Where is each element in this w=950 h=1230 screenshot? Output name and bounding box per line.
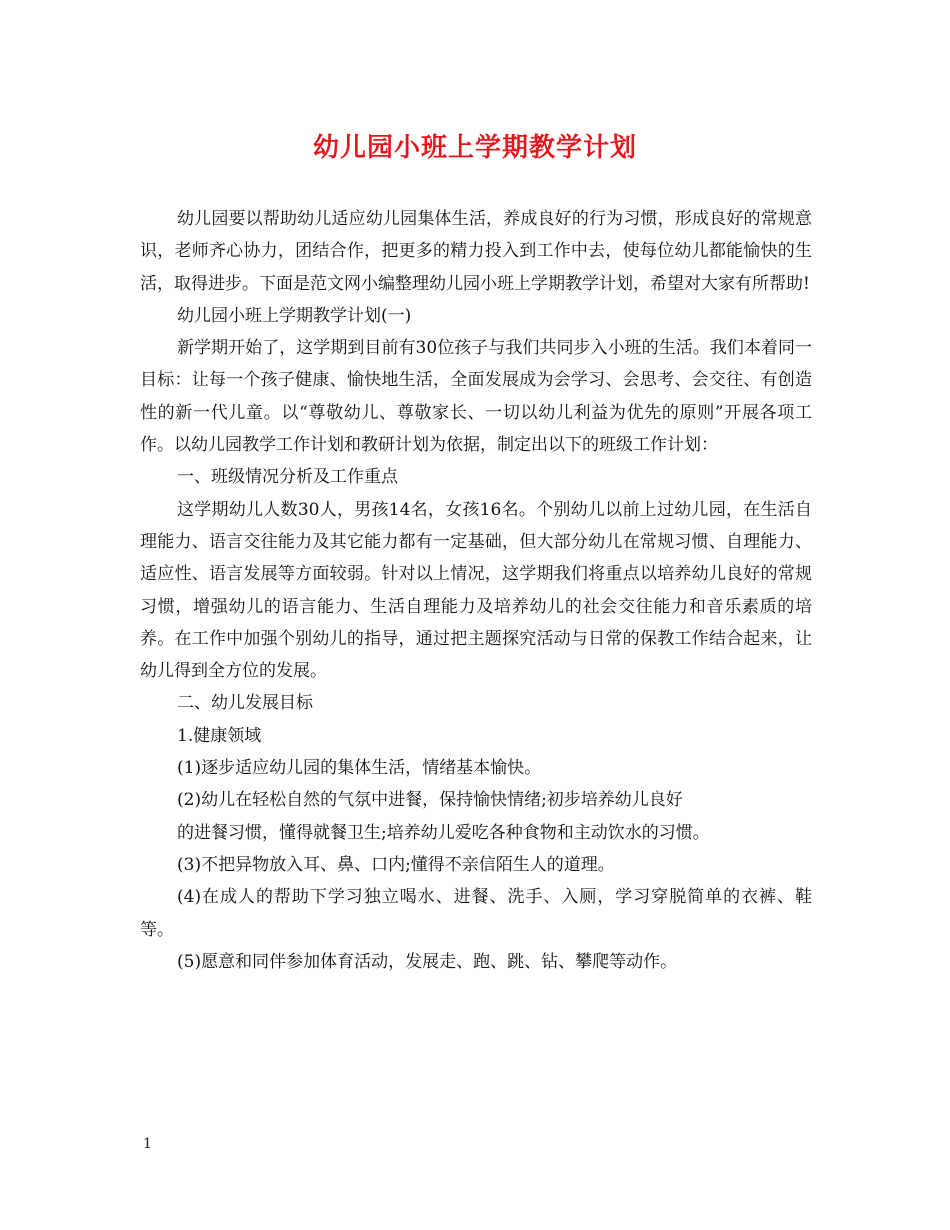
section-heading-class-analysis: 一、班级情况分析及工作重点	[177, 467, 398, 488]
section-heading-plan-one: 幼儿园小班上学期教学计划(一)	[177, 305, 412, 326]
class-analysis-paragraph: 这学期幼儿人数30人，男孩14名，女孩16名。个别幼儿以前上过幼儿园，在生活自理能力、语言交往能力及其它能力都有一定基础，但大部分幼儿在常规习惯、自理能力、适应性、语言发展等方面较弱。针对以上情况，这学期我们将重点以培养幼儿良好的常规习惯，增强幼儿的语言能力、生活自理能力及培养幼儿的社会交往能力和音乐素质的培养。在工作中加强个别幼儿的指导，通过把主题探究活动与日常的保教工作结合起来，让幼儿得到全方位的发展。	[140, 499, 812, 682]
document-title: 幼儿园小班上学期教学计划	[312, 133, 637, 163]
goal-item-1: (1)逐步适应幼儿园的集体生活，情绪基本愉快。	[177, 758, 542, 779]
goal-item-2-continued: 的进餐习惯，懂得就餐卫生;培养幼儿爱吃各种食物和主动饮水的习惯。	[177, 822, 710, 843]
goal-item-5: (5)愿意和同伴参加体育活动，发展走、跑、跳、钻、攀爬等动作。	[177, 951, 678, 972]
intro-paragraph: 幼儿园要以帮助幼儿适应幼儿园集体生活，养成良好的行为习惯，形成良好的常规意识，老师齐心协力，团结合作，把更多的精力投入到工作中去，使每位幼儿都能愉快的生活，取得进步。下面是范文网小编整理幼儿园小班上学期教学计划，希望对大家有所帮助!	[140, 209, 812, 294]
subheading-health-domain: 1.健康领域	[177, 725, 262, 746]
section-heading-development-goals: 二、幼儿发展目标	[177, 693, 313, 714]
document-body	[140, 203, 812, 978]
goal-item-4: (4)在成人的帮助下学习独立喝水、进餐、洗手、入厕，学习穿脱简单的衣裤、鞋等。	[140, 887, 812, 940]
goal-item-2: (2)幼儿在轻松自然的气氛中进餐，保持愉快情绪;初步培养幼儿良好	[177, 790, 683, 811]
page-number: 1	[143, 1136, 152, 1152]
goal-item-3: (3)不把异物放入耳、鼻、口内;懂得不亲信陌生人的道理。	[177, 854, 615, 875]
new-semester-paragraph: 新学期开始了，这学期到目前有30位孩子与我们共同步入小班的生活。我们本着同一目标：让每一个孩子健康、愉快地生活，全面发展成为会学习、会思考、会交往、有创造性的新一代儿童。以“尊敬幼儿、尊敬家长、一切以幼儿利益为优先的原则”开展各项工作。以幼儿园教学工作计划和教研计划为依据，制定出以下的班级工作计划：	[140, 338, 812, 456]
